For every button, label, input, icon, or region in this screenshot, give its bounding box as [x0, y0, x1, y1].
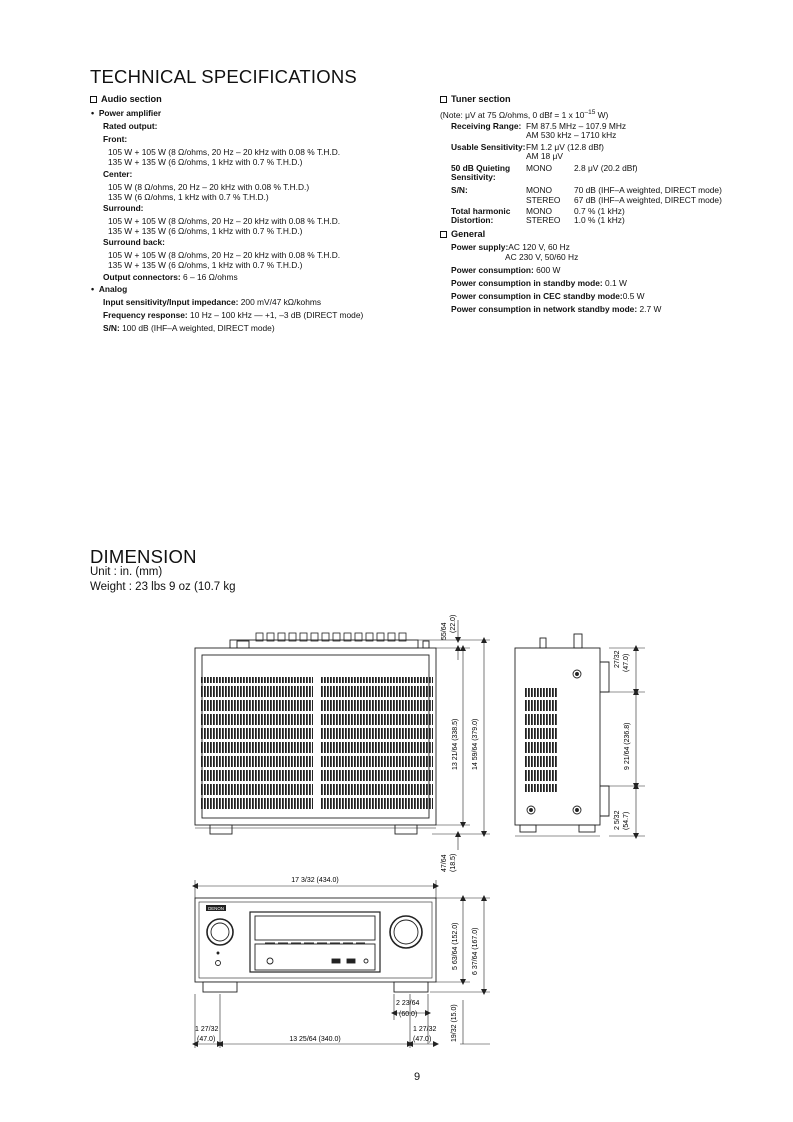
standby-consumption: Power consumption in standby mode: 0.1 W: [451, 278, 627, 288]
dim-17-3-32: 17 3/32 (434.0): [291, 877, 339, 884]
brand-logo: DENON: [208, 906, 224, 911]
cec-standby-consumption: Power consumption in CEC standby mode:0.5 W: [451, 291, 645, 301]
page-title: TECHNICAL SPECIFICATIONS: [90, 66, 357, 87]
network-standby-consumption: Power consumption in network standby mode: 2.7 W: [451, 304, 662, 314]
center-label: Center:: [103, 169, 133, 179]
dim-55-64: 55/64: [441, 622, 448, 640]
power-amplifier-heading: • Power amplifier: [91, 108, 162, 118]
dim-13-25-64: 13 25/64 (340.0): [289, 1036, 341, 1043]
front-view-drawing: [195, 898, 436, 992]
receiving-range-label: Receiving Range:: [451, 121, 522, 131]
surround-back-spec-2: 135 W + 135 W (6 Ω/ohms, 1 kHz with 0.7 % T.H.D.): [108, 260, 303, 270]
dim-13-21-64: 13 21/64 (338.5): [452, 718, 459, 770]
usable-sensitivity-am: AM 18 μV: [526, 151, 563, 161]
dim-54-7: (54.7): [623, 811, 630, 830]
front-label: Front:: [103, 134, 128, 144]
dimension-unit: Unit : in. (mm): [90, 566, 163, 578]
dim-47-64: 47/64: [441, 854, 448, 872]
analog-heading: • Analog: [91, 284, 128, 294]
dim-1-27-32-right: 1 27/32: [413, 1026, 437, 1033]
dimension-title: DIMENSION: [90, 546, 197, 567]
power-supply-2: AC 230 V, 50/60 Hz: [505, 252, 579, 262]
surround-spec-1: 105 W + 105 W (8 Ω/ohms, 20 Hz – 20 kHz with 0.08 % T.H.D.: [108, 216, 341, 226]
tuner-note: (Note: μV at 75 Ω/ohms, 0 dBf = 1 x $10^{-15}$ W): [440, 109, 609, 120]
bullet-icon: •: [91, 284, 95, 294]
page-number: 9: [414, 1071, 421, 1083]
dim-47-left: (47.0): [197, 1036, 216, 1043]
receiving-range-fm: FM 87.5 MHz – 107.9 MHz: [526, 121, 627, 131]
thd-stereo: STEREO: [526, 215, 561, 225]
surround-label: Surround:: [103, 203, 144, 213]
front-view-dimension-lines: [195, 898, 490, 1048]
tuner-sn-label: S/N:: [451, 185, 468, 195]
thd-label-1: Total harmonic: [451, 206, 511, 216]
surround-back-label: Surround back:: [103, 237, 165, 247]
rated-output-label: Rated output:: [103, 121, 158, 131]
surround-back-spec-1: 105 W + 105 W (8 Ω/ohms, 20 Hz – 20 kHz with 0.08 % T.H.D.: [108, 250, 341, 260]
tuner-sn-stereo-value: 67 dB (IHF–A weighted, DIRECT mode): [574, 195, 722, 205]
quieting-label-1: 50 dB Quieting: [451, 163, 511, 173]
frequency-response: Frequency response: 10 Hz – 100 kHz — +1, –3 dB (DIRECT mode): [103, 310, 364, 320]
surround-spec-2: 135 W + 135 W (6 Ω/ohms, 1 kHz with 0.7 % T.H.D.): [108, 226, 303, 236]
tuner-section-heading: Tuner section: [440, 94, 511, 104]
dim-47-0: (47.0): [623, 653, 630, 672]
center-spec-1: 105 W (8 Ω/ohms, 20 Hz – 20 kHz with 0.08 % T.H.D.): [108, 182, 310, 192]
thd-stereo-value: 1.0 % (1 kHz): [574, 215, 625, 225]
quieting-mode: MONO: [526, 163, 553, 173]
dim-6-37-64: 6 37/64 (167.0): [472, 927, 479, 975]
power-supply: Power supply:AC 120 V, 60 Hz: [451, 242, 570, 252]
side-vent-grille: [524, 688, 557, 792]
bullet-icon: •: [91, 108, 95, 118]
quieting-label-2: Sensitivity:: [451, 172, 496, 182]
thd-label-2: Distortion:: [451, 215, 494, 225]
dim-22: (22.0): [450, 614, 457, 633]
receiving-range-am: AM 530 kHz – 1710 kHz: [526, 130, 617, 140]
quieting-value: 2.8 μV (20.2 dBf): [574, 163, 638, 173]
dim-14-59-64: 14 59/64 (379.0): [472, 718, 479, 770]
vent-grille-right: [321, 677, 433, 812]
tuner-sn-mono: MONO: [526, 185, 553, 195]
power-consumption: Power consumption: 600 W: [451, 265, 561, 275]
dim-27-32: 27/32: [614, 650, 621, 668]
tuner-sn-mono-value: 70 dB (IHF–A weighted, DIRECT mode): [574, 185, 722, 195]
thd-mono-value: 0.7 % (1 kHz): [574, 206, 625, 216]
audio-section-heading: Audio section: [90, 94, 162, 104]
dim-18-5: (18.5): [450, 853, 457, 872]
usable-sensitivity-label: Usable Sensitivity:: [451, 142, 526, 152]
front-spec-1: 105 W + 105 W (8 Ω/ohms, 20 Hz – 20 kHz with 0.08 % T.H.D.: [108, 147, 341, 157]
dim-47-right: (47.0): [413, 1036, 432, 1043]
tuner-sn-stereo: STEREO: [526, 195, 561, 205]
dim-19-32: 19/32 (15.0): [451, 1004, 458, 1042]
dim-2-23-64: 2 23/64: [396, 1000, 420, 1007]
sn-ratio: S/N: 100 dB (IHF–A weighted, DIRECT mode): [103, 323, 275, 333]
usable-sensitivity-fm: FM 1.2 μV (12.8 dBf): [526, 142, 604, 152]
dim-60: (60.0): [399, 1011, 418, 1018]
dimension-weight: Weight : 23 lbs 9 oz (10.7 kg: [90, 581, 236, 593]
output-connectors: Output connectors: 6 – 16 Ω/ohms: [103, 272, 238, 282]
dim-5-63-64: 5 63/64 (152.0): [452, 922, 459, 970]
dim-2-5-32: 2 5/32: [614, 810, 621, 830]
dim-1-27-32-left: 1 27/32: [195, 1026, 219, 1033]
dim-9-21-64: 9 21/64 (236.8): [624, 722, 631, 770]
center-spec-2: 135 W (6 Ω/ohms, 1 kHz with 0.7 % T.H.D.): [108, 192, 269, 202]
thd-mono: MONO: [526, 206, 553, 216]
vent-grille-left: [201, 677, 313, 812]
front-spec-2: 135 W + 135 W (6 Ω/ohms, 1 kHz with 0.7 % T.H.D.): [108, 157, 303, 167]
general-section-heading: General: [440, 229, 485, 239]
input-sensitivity: Input sensitivity/Input impedance: 200 mV/47 kΩ/kohms: [103, 297, 322, 307]
